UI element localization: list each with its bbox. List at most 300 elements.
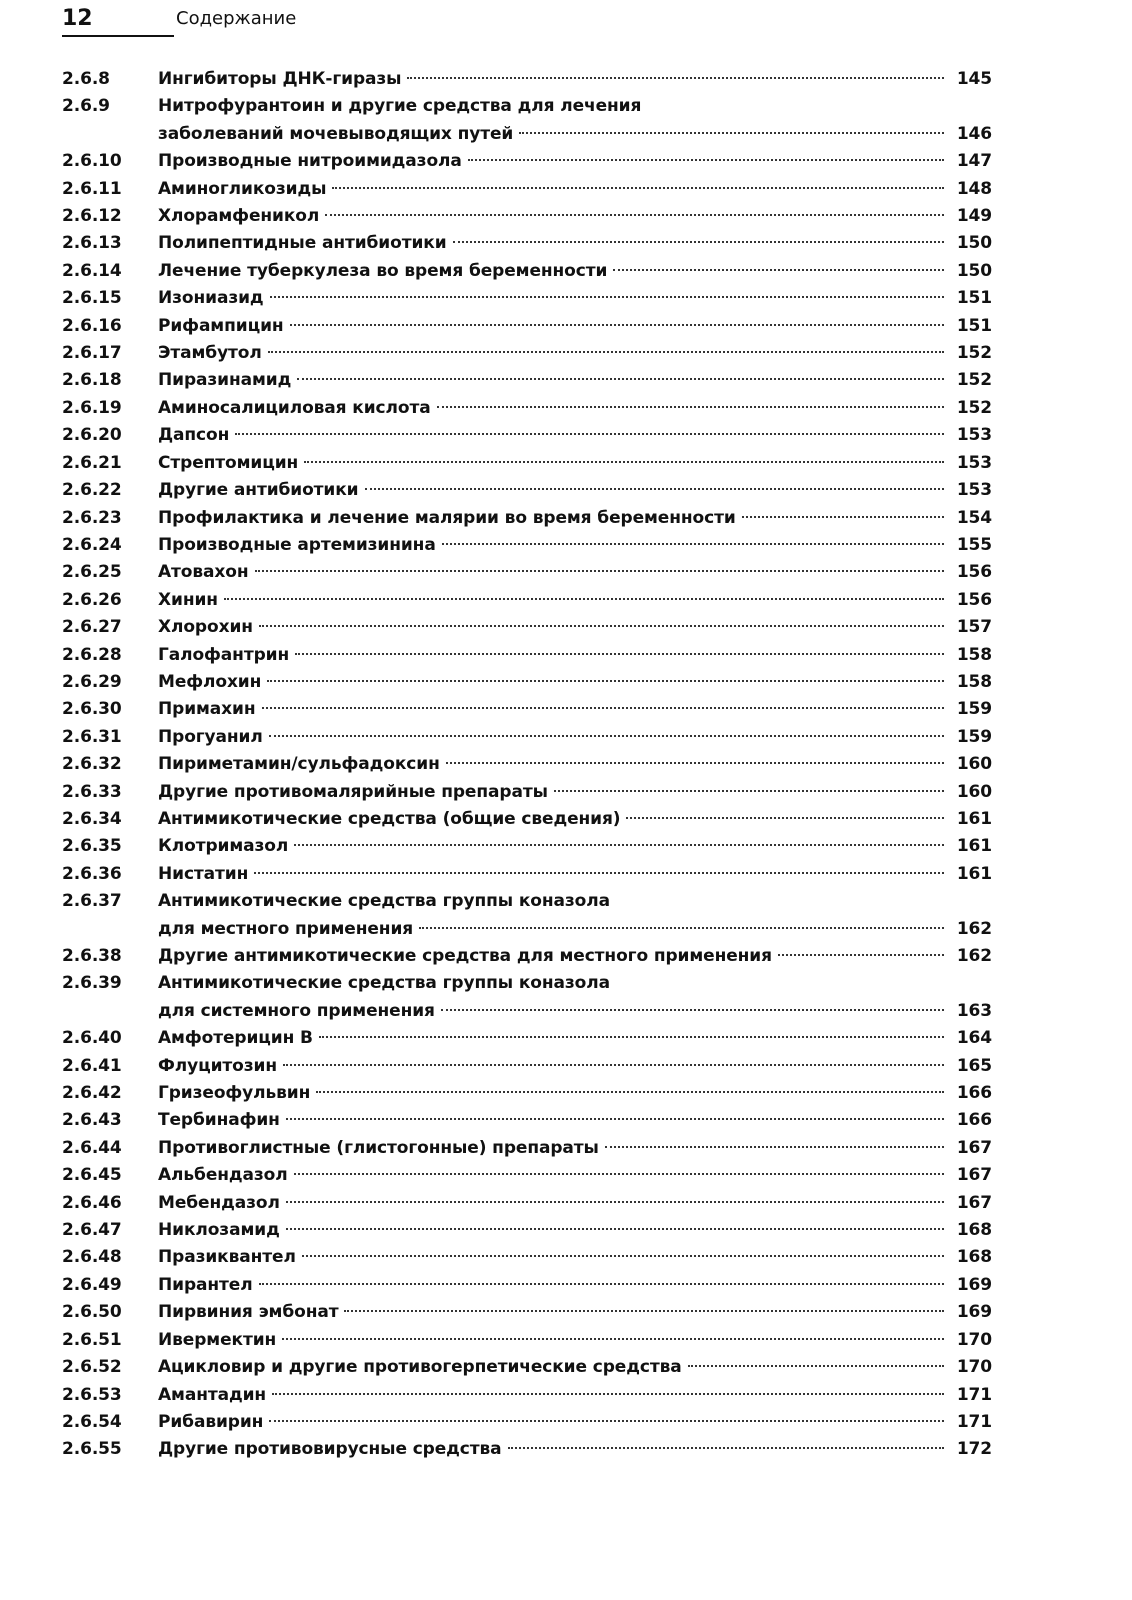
toc-entry-line	[158, 1053, 992, 1080]
toc-entry-body	[158, 203, 992, 230]
dot-leader	[294, 1173, 944, 1175]
toc-entry-title: Противоглистные (глистогонные) препараты	[158, 1137, 599, 1158]
toc-entry-line	[158, 1436, 992, 1463]
toc-entry-page: 147	[956, 151, 992, 172]
toc-entry-body	[158, 477, 992, 504]
toc-entry-page: 167	[956, 1165, 992, 1186]
toc-entry	[62, 1436, 992, 1463]
toc-entry-number: 2.6.55	[62, 1439, 122, 1460]
toc-entry	[62, 395, 992, 422]
toc-entry-page: 171	[956, 1384, 992, 1405]
toc-entry-body	[158, 587, 992, 614]
toc-entry-line	[158, 477, 992, 504]
toc-entry-line	[158, 340, 992, 367]
toc-entry	[62, 532, 992, 559]
toc-entry-page: 153	[956, 425, 992, 446]
toc-entry-number: 2.6.28	[62, 644, 122, 665]
toc-entry	[62, 477, 992, 504]
dot-leader	[365, 488, 945, 490]
toc-entry	[62, 970, 992, 1025]
dot-leader	[255, 570, 944, 572]
toc-entry-title: Рибавирин	[158, 1411, 264, 1432]
toc-entry	[62, 230, 992, 257]
toc-entry-page: 153	[956, 452, 992, 473]
dot-leader	[290, 324, 944, 326]
toc-entry-number: 2.6.9	[62, 96, 110, 117]
toc-entry-title: Производные артемизинина	[158, 534, 436, 555]
toc-entry	[62, 1025, 992, 1052]
toc-entry	[62, 1327, 992, 1354]
toc-entry-line	[158, 806, 992, 833]
toc-entry-page: 158	[956, 671, 992, 692]
running-title: Содержание	[176, 8, 297, 29]
toc-entry	[62, 148, 992, 175]
dot-leader	[332, 187, 944, 189]
dot-leader	[297, 378, 944, 380]
toc-entry-number: 2.6.34	[62, 808, 122, 829]
toc-entry	[62, 779, 992, 806]
toc-entry-title: Стрептомицин	[158, 452, 299, 473]
toc-entry-page: 165	[956, 1055, 992, 1076]
toc-entry-page: 161	[956, 836, 992, 857]
toc-entry-page: 172	[956, 1439, 992, 1460]
toc-entry-page: 162	[956, 918, 992, 939]
toc-entry-line	[158, 203, 992, 230]
toc-entry-title: Тербинафин	[158, 1110, 280, 1131]
toc-entry-title: Антимикотические средства группы коназола	[158, 891, 610, 912]
toc-entry-line	[158, 888, 992, 915]
toc-entry-page: 151	[956, 315, 992, 336]
toc-entry-page: 160	[956, 754, 992, 775]
toc-entry-line	[158, 148, 992, 175]
dot-leader	[613, 269, 944, 271]
toc-entry-title: Празиквантел	[158, 1247, 296, 1268]
toc-entry	[62, 587, 992, 614]
toc-entry-page: 151	[956, 288, 992, 309]
toc-entry	[62, 1217, 992, 1244]
toc-entry-number: 2.6.38	[62, 946, 122, 966]
toc-entry-page: 152	[956, 397, 992, 418]
toc-entry-title: Мебендазол	[158, 1192, 280, 1213]
toc-entry-title: Этамбутол	[158, 343, 262, 364]
dot-leader	[269, 1420, 944, 1422]
dot-leader	[286, 1228, 944, 1230]
toc-entry-line	[158, 1107, 992, 1134]
toc-entry-title: Пиразинамид	[158, 370, 292, 391]
toc-entry-body	[158, 1107, 992, 1134]
toc-entry-body	[158, 1327, 992, 1354]
toc-entry-number: 2.6.49	[62, 1274, 122, 1295]
toc-entry-title: Пирантел	[158, 1274, 253, 1295]
toc-entry-number: 2.6.39	[62, 973, 122, 994]
toc-entry-line	[158, 1244, 992, 1271]
toc-entry-line	[158, 1327, 992, 1354]
toc-entry-body	[158, 450, 992, 477]
toc-entry-page: 159	[956, 699, 992, 720]
toc-entry	[62, 1080, 992, 1107]
dot-leader	[468, 159, 944, 161]
toc-entry-page: 166	[956, 1083, 992, 1104]
toc-entry-body	[158, 1080, 992, 1107]
toc-entry-page: 163	[956, 1000, 992, 1021]
toc-entry-page: 166	[956, 1110, 992, 1131]
dot-leader	[446, 762, 944, 764]
toc-entry-page: 154	[956, 507, 992, 528]
toc-entry-number: 2.6.23	[62, 507, 122, 528]
toc-entry-title: Нитрофурантоин и другие средства для лечения	[158, 96, 642, 117]
toc-entry-body	[158, 888, 992, 943]
toc-entry-line	[158, 943, 992, 970]
toc-entry-line	[158, 313, 992, 340]
toc-entry-title: Альбендазол	[158, 1165, 288, 1186]
dot-leader	[262, 707, 945, 709]
toc-entry-line	[158, 916, 992, 943]
dot-leader	[270, 296, 944, 298]
toc-entry-line	[158, 751, 992, 778]
toc-entry-body	[158, 258, 992, 285]
toc-entry-title: Другие антимикотические средства для местного применения	[158, 946, 772, 966]
toc-entry-number: 2.6.45	[62, 1165, 122, 1186]
toc-entry-line	[158, 505, 992, 532]
toc-entry-body	[158, 833, 992, 860]
dot-leader	[269, 735, 944, 737]
dot-leader	[235, 433, 944, 435]
toc-entry	[62, 669, 992, 696]
toc-entry-line	[158, 176, 992, 203]
toc-entry-body	[158, 1217, 992, 1244]
toc-entry	[62, 861, 992, 888]
toc-entry-title: Гризеофульвин	[158, 1083, 311, 1104]
dot-leader	[442, 543, 944, 545]
toc-entry-body	[158, 505, 992, 532]
toc-entry-body	[158, 1382, 992, 1409]
dot-leader	[437, 406, 944, 408]
toc-entry	[62, 1299, 992, 1326]
toc-entry-title: Клотримазол	[158, 836, 289, 857]
toc-entry-title: Ацикловир и другие противогерпетические средства	[158, 1357, 682, 1378]
toc-entry-line	[158, 66, 992, 93]
toc-entry-number: 2.6.54	[62, 1411, 122, 1432]
toc-entry-number: 2.6.12	[62, 206, 122, 227]
toc-entry-body	[158, 395, 992, 422]
toc-entry-line	[158, 258, 992, 285]
toc-entry	[62, 1190, 992, 1217]
toc-entry-line	[158, 833, 992, 860]
toc-entry-title: Амантадин	[158, 1384, 267, 1405]
toc-entry-title: Аминосалициловая кислота	[158, 397, 431, 418]
toc-entry-number: 2.6.10	[62, 151, 122, 172]
toc-entry-body	[158, 1135, 992, 1162]
dot-leader	[304, 461, 944, 463]
toc-entry-line	[158, 1190, 992, 1217]
toc-entry-title: Антимикотические средства (общие сведения)	[158, 808, 621, 829]
toc-entry-title: для местного применения	[158, 918, 414, 939]
toc-entry-number: 2.6.36	[62, 863, 122, 884]
toc-entry-number: 2.6.52	[62, 1357, 122, 1378]
toc-entry-title: Антимикотические средства группы коназола	[158, 973, 610, 994]
dot-leader	[325, 214, 944, 216]
toc-entry-page: 170	[956, 1357, 992, 1378]
toc-entry-number: 2.6.26	[62, 589, 122, 610]
toc-entry-page: 168	[956, 1247, 992, 1268]
toc-entry-number: 2.6.8	[62, 69, 110, 89]
toc-entry-number: 2.6.40	[62, 1028, 122, 1049]
toc-entry-line	[158, 422, 992, 449]
toc-entry	[62, 1107, 992, 1134]
toc-entry-title: Пирвиния эмбонат	[158, 1302, 339, 1323]
toc-entry-number: 2.6.48	[62, 1247, 122, 1268]
toc-entry-line	[158, 998, 992, 1025]
toc-entry-body	[158, 1190, 992, 1217]
toc-entry-page: 167	[956, 1137, 992, 1158]
toc-entry-line	[158, 450, 992, 477]
toc-entry-line	[158, 970, 992, 997]
toc-entry-body	[158, 367, 992, 394]
page-header	[62, 4, 362, 38]
toc-entry-page: 150	[956, 260, 992, 281]
toc-entry-line	[158, 285, 992, 312]
toc-entry-number: 2.6.41	[62, 1055, 122, 1076]
toc-entry	[62, 285, 992, 312]
table-of-contents	[62, 66, 992, 1464]
toc-entry	[62, 450, 992, 477]
toc-entry-body	[158, 1409, 992, 1436]
toc-entry-line	[158, 230, 992, 257]
toc-entry-page: 145	[956, 69, 992, 89]
toc-entry-title: Никлозамид	[158, 1220, 280, 1241]
toc-entry-line	[158, 1354, 992, 1381]
dot-leader	[453, 241, 944, 243]
toc-entry-number: 2.6.25	[62, 562, 122, 583]
dot-leader	[554, 790, 944, 792]
toc-entry-title: для системного применения	[158, 1000, 435, 1021]
toc-entry-title: Лечение туберкулеза во время беременности	[158, 260, 608, 281]
toc-entry-body	[158, 806, 992, 833]
toc-entry-body	[158, 943, 992, 970]
dot-leader	[605, 1146, 944, 1148]
toc-entry-title: Ингибиторы ДНК-гиразы	[158, 69, 402, 89]
dot-leader	[302, 1255, 944, 1257]
toc-entry-page: 164	[956, 1028, 992, 1049]
toc-entry-title: Производные нитроимидазола	[158, 151, 462, 172]
dot-leader	[268, 351, 944, 353]
toc-entry-title: Амфотерицин В	[158, 1028, 313, 1049]
toc-entry	[62, 313, 992, 340]
toc-entry-number: 2.6.17	[62, 343, 122, 364]
toc-entry-line	[158, 614, 992, 641]
toc-entry-body	[158, 614, 992, 641]
dot-leader	[508, 1447, 944, 1449]
toc-entry-number: 2.6.13	[62, 233, 122, 254]
toc-entry-line	[158, 642, 992, 669]
toc-entry	[62, 751, 992, 778]
toc-entry-line	[158, 669, 992, 696]
toc-entry-line	[158, 121, 992, 148]
toc-entry-page: 146	[956, 123, 992, 144]
toc-entry-body	[158, 532, 992, 559]
toc-entry-page: 157	[956, 617, 992, 638]
toc-entry-number: 2.6.53	[62, 1384, 122, 1405]
toc-entry-line	[158, 1135, 992, 1162]
toc-entry-line	[158, 93, 992, 120]
toc-entry-page: 169	[956, 1302, 992, 1323]
toc-entry-line	[158, 367, 992, 394]
dot-leader	[316, 1091, 944, 1093]
toc-entry-number: 2.6.16	[62, 315, 122, 336]
toc-entry-title: Нистатин	[158, 863, 249, 884]
toc-entry-title: Профилактика и лечение малярии во время беременности	[158, 507, 736, 528]
toc-entry-page: 148	[956, 178, 992, 199]
toc-entry	[62, 724, 992, 751]
toc-entry	[62, 505, 992, 532]
toc-entry-body	[158, 669, 992, 696]
toc-entry-page: 167	[956, 1192, 992, 1213]
toc-entry-title: Хлорохин	[158, 617, 253, 638]
toc-entry-title: Аминогликозиды	[158, 178, 327, 199]
dot-leader	[344, 1310, 944, 1312]
toc-entry-number: 2.6.37	[62, 891, 122, 912]
toc-entry-body	[158, 148, 992, 175]
toc-entry	[62, 833, 992, 860]
toc-entry-number: 2.6.29	[62, 671, 122, 692]
toc-entry-body	[158, 642, 992, 669]
toc-entry-title: Мефлохин	[158, 671, 262, 692]
toc-entry-body	[158, 340, 992, 367]
toc-entry	[62, 642, 992, 669]
toc-entry-number: 2.6.43	[62, 1110, 122, 1131]
toc-entry-page: 158	[956, 644, 992, 665]
dot-leader	[267, 680, 944, 682]
toc-entry-line	[158, 1080, 992, 1107]
toc-entry-number: 2.6.44	[62, 1137, 122, 1158]
toc-entry-line	[158, 1382, 992, 1409]
toc-entry-body	[158, 559, 992, 586]
toc-entry-body	[158, 1354, 992, 1381]
toc-entry-line	[158, 559, 992, 586]
toc-entry-body	[158, 66, 992, 93]
toc-entry-number: 2.6.22	[62, 480, 122, 501]
toc-entry-body	[158, 285, 992, 312]
toc-entry-title: Флуцитозин	[158, 1055, 277, 1076]
toc-entry-body	[158, 751, 992, 778]
toc-entry-body	[158, 861, 992, 888]
toc-entry-number: 2.6.33	[62, 781, 122, 802]
toc-entry-title: заболеваний мочевыводящих путей	[158, 123, 514, 144]
toc-entry-body	[158, 1162, 992, 1189]
toc-entry-line	[158, 1217, 992, 1244]
toc-entry-title: Галофантрин	[158, 644, 290, 665]
toc-entry-title: Хинин	[158, 589, 218, 610]
toc-entry-page: 152	[956, 343, 992, 364]
toc-entry-page: 161	[956, 808, 992, 829]
toc-entry-line	[158, 861, 992, 888]
toc-entry-line	[158, 1299, 992, 1326]
toc-entry-title: Атовахон	[158, 562, 249, 583]
toc-entry	[62, 943, 992, 970]
toc-entry-title: Пириметамин/сульфадоксин	[158, 754, 440, 775]
toc-entry-body	[158, 93, 992, 148]
toc-entry-title: Рифампицин	[158, 315, 284, 336]
toc-entry-number: 2.6.51	[62, 1329, 122, 1350]
toc-entry-line	[158, 1162, 992, 1189]
toc-entry-line	[158, 724, 992, 751]
toc-entry-title: Ивермектин	[158, 1329, 277, 1350]
toc-entry-body	[158, 1299, 992, 1326]
toc-entry	[62, 614, 992, 641]
toc-entry-body	[158, 313, 992, 340]
toc-entry	[62, 888, 992, 943]
toc-entry-title: Другие антибиотики	[158, 480, 359, 501]
toc-entry-title: Полипептидные антибиотики	[158, 233, 447, 254]
toc-entry	[62, 1135, 992, 1162]
toc-entry-number: 2.6.11	[62, 178, 122, 199]
toc-entry-line	[158, 696, 992, 723]
toc-entry	[62, 367, 992, 394]
header-rule	[62, 35, 174, 37]
dot-leader	[286, 1118, 944, 1120]
dot-leader	[295, 653, 944, 655]
toc-entry-number: 2.6.31	[62, 726, 122, 747]
toc-entry-line	[158, 779, 992, 806]
toc-entry-title: Изониазид	[158, 288, 264, 309]
dot-leader	[441, 1009, 944, 1011]
toc-entry	[62, 340, 992, 367]
toc-entry	[62, 1244, 992, 1271]
dot-leader	[407, 77, 944, 79]
toc-entry-number: 2.6.46	[62, 1192, 122, 1213]
toc-entry	[62, 258, 992, 285]
toc-entry-line	[158, 1272, 992, 1299]
toc-entry-number: 2.6.32	[62, 754, 122, 775]
toc-entry-page: 149	[956, 206, 992, 227]
toc-entry-page: 161	[956, 863, 992, 884]
toc-entry	[62, 1382, 992, 1409]
toc-entry-number: 2.6.27	[62, 617, 122, 638]
toc-entry-page: 169	[956, 1274, 992, 1295]
dot-leader	[254, 872, 944, 874]
toc-entry-body	[158, 1244, 992, 1271]
dot-leader	[294, 844, 944, 846]
toc-entry-page: 170	[956, 1329, 992, 1350]
toc-entry	[62, 422, 992, 449]
toc-entry	[62, 66, 992, 93]
toc-entry-page: 153	[956, 480, 992, 501]
toc-entry-body	[158, 230, 992, 257]
toc-entry-body	[158, 779, 992, 806]
dot-leader	[259, 625, 944, 627]
toc-entry-page: 171	[956, 1411, 992, 1432]
toc-entry-page: 159	[956, 726, 992, 747]
toc-entry-number: 2.6.30	[62, 699, 122, 720]
dot-leader	[742, 516, 944, 518]
toc-entry-page: 155	[956, 534, 992, 555]
dot-leader	[283, 1064, 944, 1066]
dot-leader	[519, 132, 944, 134]
toc-entry-number: 2.6.19	[62, 397, 122, 418]
toc-entry	[62, 1053, 992, 1080]
toc-entry	[62, 696, 992, 723]
toc-entry	[62, 203, 992, 230]
dot-leader	[419, 927, 944, 929]
toc-entry	[62, 93, 992, 148]
toc-entry-number: 2.6.20	[62, 425, 122, 446]
toc-entry-number: 2.6.21	[62, 452, 122, 473]
toc-entry-body	[158, 970, 992, 1025]
toc-entry-number: 2.6.24	[62, 534, 122, 555]
toc-entry	[62, 176, 992, 203]
dot-leader	[282, 1338, 944, 1340]
toc-entry	[62, 1354, 992, 1381]
